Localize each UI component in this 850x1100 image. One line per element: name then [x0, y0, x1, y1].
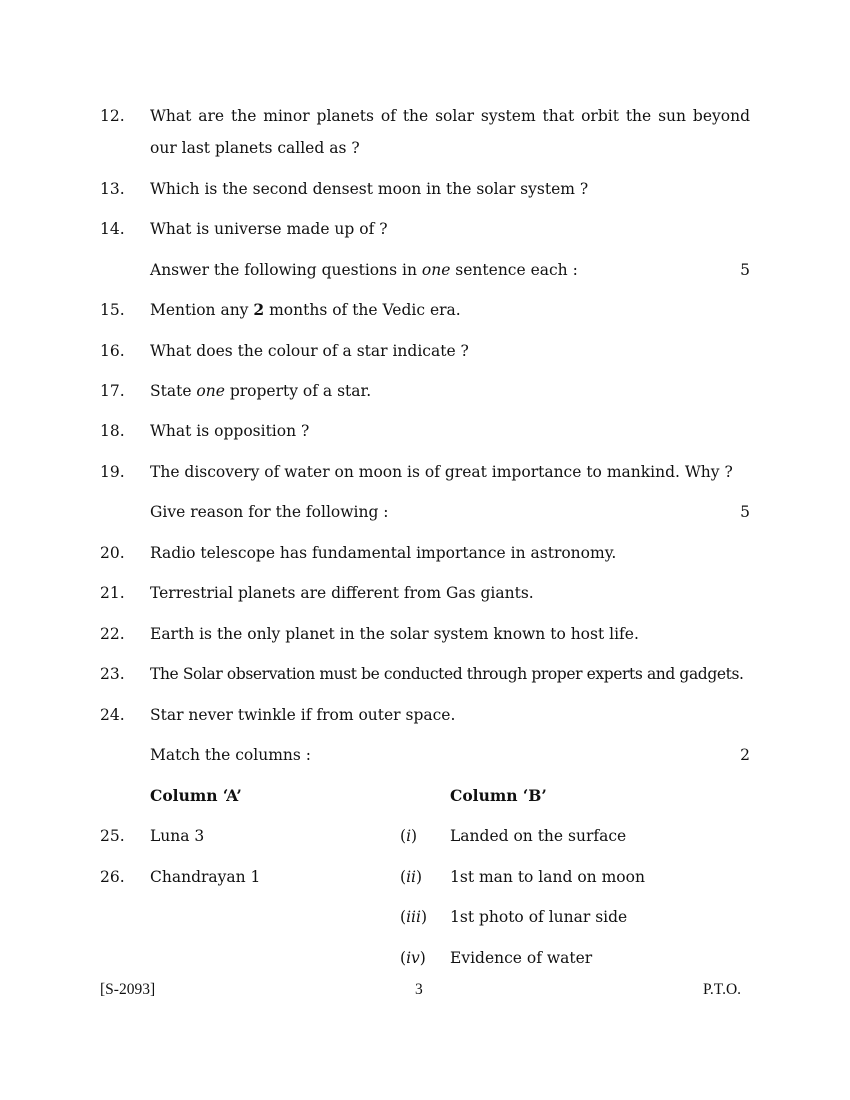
question-21 — [100, 577, 750, 609]
instruction-text-italic: one — [421, 261, 451, 279]
question-number: 24. — [100, 706, 125, 724]
question-text-pre: Mention any — [150, 301, 254, 319]
column-b-item: Evidence of water — [450, 949, 593, 967]
section-marks: 5 — [740, 261, 750, 279]
question-19 — [100, 456, 750, 488]
question-23 — [100, 658, 750, 690]
question-18 — [100, 415, 750, 447]
question-text: Star never twinkle if from outer space. — [150, 706, 456, 724]
question-text: The Solar observation must be conducted through proper experts and gadgets. — [150, 665, 744, 683]
question-text-post: months of the Vedic era. — [264, 301, 461, 319]
question-text-bold: 2 — [253, 300, 265, 319]
paper-code: [S-2093] — [100, 981, 156, 998]
column-a-item: Luna 3 — [150, 827, 205, 845]
instruction-text: Match the columns : — [150, 746, 311, 764]
section-instruction-give-reason — [150, 496, 750, 528]
column-a-item: Chandrayan 1 — [150, 868, 261, 886]
question-text-post: property of a star. — [224, 382, 372, 400]
instruction-text-post: sentence each : — [450, 261, 578, 279]
column-b-roman: (i) — [400, 827, 418, 845]
question-number: 14. — [100, 220, 125, 238]
question-text: Terrestrial planets are different from Gas giants. — [150, 584, 534, 602]
question-number: 15. — [100, 301, 125, 319]
question-13 — [100, 173, 750, 205]
instruction-text-pre: Answer the following questions in — [150, 261, 422, 279]
question-text: Radio telescope has fundamental importance in astronomy. — [150, 544, 617, 562]
question-text: What are the minor planets of the solar system that orbit the sun beyond our last planets called as ? — [150, 107, 750, 157]
question-12 — [100, 100, 750, 164]
column-b-item: Landed on the surface — [450, 827, 627, 845]
question-number: 13. — [100, 180, 125, 198]
question-number: 19. — [100, 463, 125, 481]
question-22 — [100, 618, 750, 650]
question-number: 18. — [100, 422, 125, 440]
section-marks: 2 — [740, 746, 750, 764]
question-number: 16. — [100, 342, 125, 360]
column-b-item: 1st man to land on moon — [450, 868, 645, 886]
question-text: The discovery of water on moon is of great importance to mankind. Why ? — [150, 463, 733, 481]
question-number: 12. — [100, 107, 125, 125]
column-b-roman: (iv) — [400, 949, 426, 967]
question-text: Earth is the only planet in the solar system known to host life. — [150, 625, 639, 643]
column-b-roman: (iii) — [400, 908, 427, 926]
column-a-number: 26. — [100, 868, 125, 886]
question-20 — [100, 537, 750, 569]
question-text: Which is the second densest moon in the solar system ? — [150, 180, 589, 198]
question-number: 17. — [100, 382, 125, 400]
question-number: 22. — [100, 625, 125, 643]
question-14 — [100, 213, 750, 245]
question-24 — [100, 699, 750, 731]
question-text-pre: State — [150, 382, 197, 400]
section-instruction-one-sentence — [150, 254, 750, 286]
roman-numeral: ii — [406, 868, 416, 886]
question-number: 20. — [100, 544, 125, 562]
roman-numeral: iv — [406, 949, 420, 967]
question-text-italic: one — [196, 382, 225, 400]
question-text: What is universe made up of ? — [150, 220, 388, 238]
question-text — [150, 375, 750, 407]
column-b-roman: (ii) — [400, 868, 423, 886]
column-a-header: Column ‘A’ — [150, 786, 242, 805]
page-number: 3 — [415, 981, 423, 998]
question-15 — [100, 294, 750, 326]
section-instruction-match — [150, 739, 750, 771]
question-17 — [100, 375, 750, 407]
question-number: 23. — [100, 665, 125, 683]
column-a-number: 25. — [100, 827, 125, 845]
column-b-item: 1st photo of lunar side — [450, 908, 628, 926]
pto-label: P.T.O. — [703, 981, 742, 998]
roman-numeral: i — [406, 827, 412, 845]
question-16 — [100, 335, 750, 367]
question-number: 21. — [100, 584, 125, 602]
question-text: What is opposition ? — [150, 422, 310, 440]
roman-numeral: iii — [406, 908, 421, 926]
column-b-header: Column ‘B’ — [450, 786, 547, 805]
section-marks: 5 — [740, 503, 750, 521]
question-text — [150, 294, 750, 326]
instruction-text: Give reason for the following : — [150, 503, 389, 521]
question-text: What does the colour of a star indicate ? — [150, 342, 469, 360]
